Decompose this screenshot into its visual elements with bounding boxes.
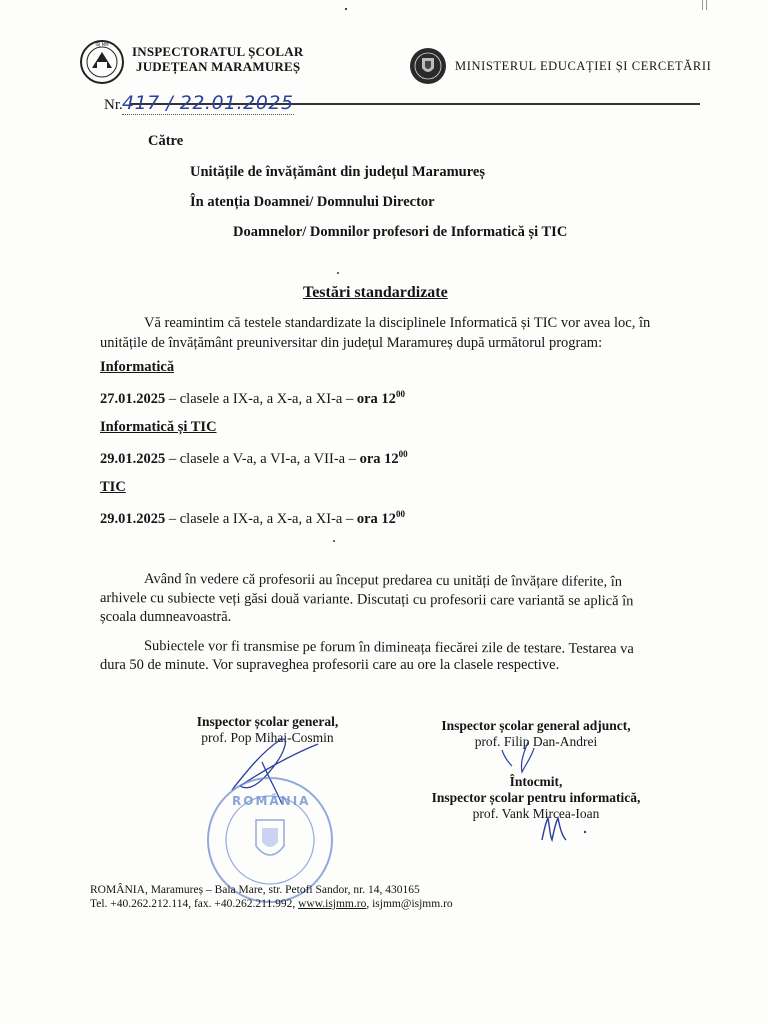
footer-contact [90,897,453,911]
registration-label: Nr. [104,97,123,113]
footer [90,883,453,911]
para3-line-2: dura 50 de minute. Vor supraveghea profesorii care au ore la clasele respective. [100,657,560,673]
it-inspector-name: prof. Vank Mircea-Ioan [472,806,600,821]
ministry-name: MINISTERUL EDUCAȚIEI ȘI CERCETĂRII [455,59,712,73]
it-signature-mark [542,818,566,840]
schedule-classes-3: – clasele a IX-a, a X-a, a XI-a – [165,510,357,527]
schedule-hour-3: ora 12 [356,510,396,527]
schedule-classes-2: – clasele a V-a, a VI-a, a VII-a – [165,450,360,467]
recipient-line-3: Doamnelor/ Domnilor profesori de Informatică și TIC [233,224,568,240]
drafted-label: Întocmit, [509,774,563,789]
schedule-subject-1: Informatică [100,359,175,375]
schedule-subject-2: Informatică și TIC [100,419,217,435]
deputy-signature-mark [502,742,534,772]
schedule-minutes-2: 00 [398,449,408,459]
schedule-classes-1: – clasele a IX-a, a X-a, a XI-a – [165,390,357,407]
schedule-minutes-3: 00 [395,509,405,519]
schedule-hour-1: ora 12 [356,390,396,407]
footer-phone-fax: Tel. +40.262.212.114, fax. +40.262.211.992, [90,898,299,910]
schedule-hour-2: ora 12 [359,450,399,467]
schedule-minutes-1: 00 [395,389,405,399]
registration-number: 417 / 22.01.2025 [122,92,294,114]
para3-line-1: Subiectele vor fi transmise pe forum în dimineața fiecărei zile de testare. Testarea va [143,638,634,657]
footer-website-link[interactable]: www.isjmm.ro [298,898,367,910]
footer-separator: , [366,898,373,910]
deputy-inspector-title: Inspector școlar general adjunct, [441,718,631,733]
footer-email[interactable]: isjmm@isjmm.ro [372,898,453,910]
para2-line-3: școala dumneavoastră. [100,609,232,625]
general-inspector-name: prof. Pop Mihai-Cosmin [201,730,334,745]
para2-line-2: arhivele cu subiecte veți găsi două variante. Discutați cu profesorii care variantă se aplică în [99,590,634,610]
document-title: Testări standardizate [303,284,448,301]
schedule-date-1: 27.01.2025 [100,390,166,407]
schedule-subject-3: TIC [100,479,126,495]
schedule-date-3: 29.01.2025 [100,510,166,527]
general-inspector-title: Inspector școlar general, [196,714,339,729]
intro-line-1: Vă reamintim că testele standardizate la disciplinele Informatică și TIC vor avea loc, în [144,315,651,331]
recipient-label: Către [148,133,184,149]
deputy-inspector-name: prof. Filip Dan-Andrei [474,734,598,749]
recipient-line-1: Unitățile de învățământ din județul Maramureș [190,164,485,180]
footer-address: ROMÂNIA, Maramureș – Baia Mare, str. Petofi Sandor, nr. 14, 430165 [90,884,420,896]
intro-line-2: unitățile de învățământ preuniversitar din județul Maramureș după următorul program: [100,335,603,351]
para2-line-1: Având în vedere că profesorii au început predarea cu unități de învățare diferite, în [143,571,623,590]
schedule-date-2: 29.01.2025 [100,450,166,467]
it-inspector-title: Inspector școlar pentru informatică, [431,790,641,805]
isj-name-line2: JUDEȚEAN MARAMUREȘ [136,59,301,74]
recipient-line-2: În atenția Doamnei/ Domnului Director [190,194,435,210]
stamp-text: ROMÂNIA [232,794,311,808]
svg-text:ISJ MM: ISJ MM [95,42,109,47]
isj-name-line1: INSPECTORATUL ȘCOLAR [132,44,304,59]
